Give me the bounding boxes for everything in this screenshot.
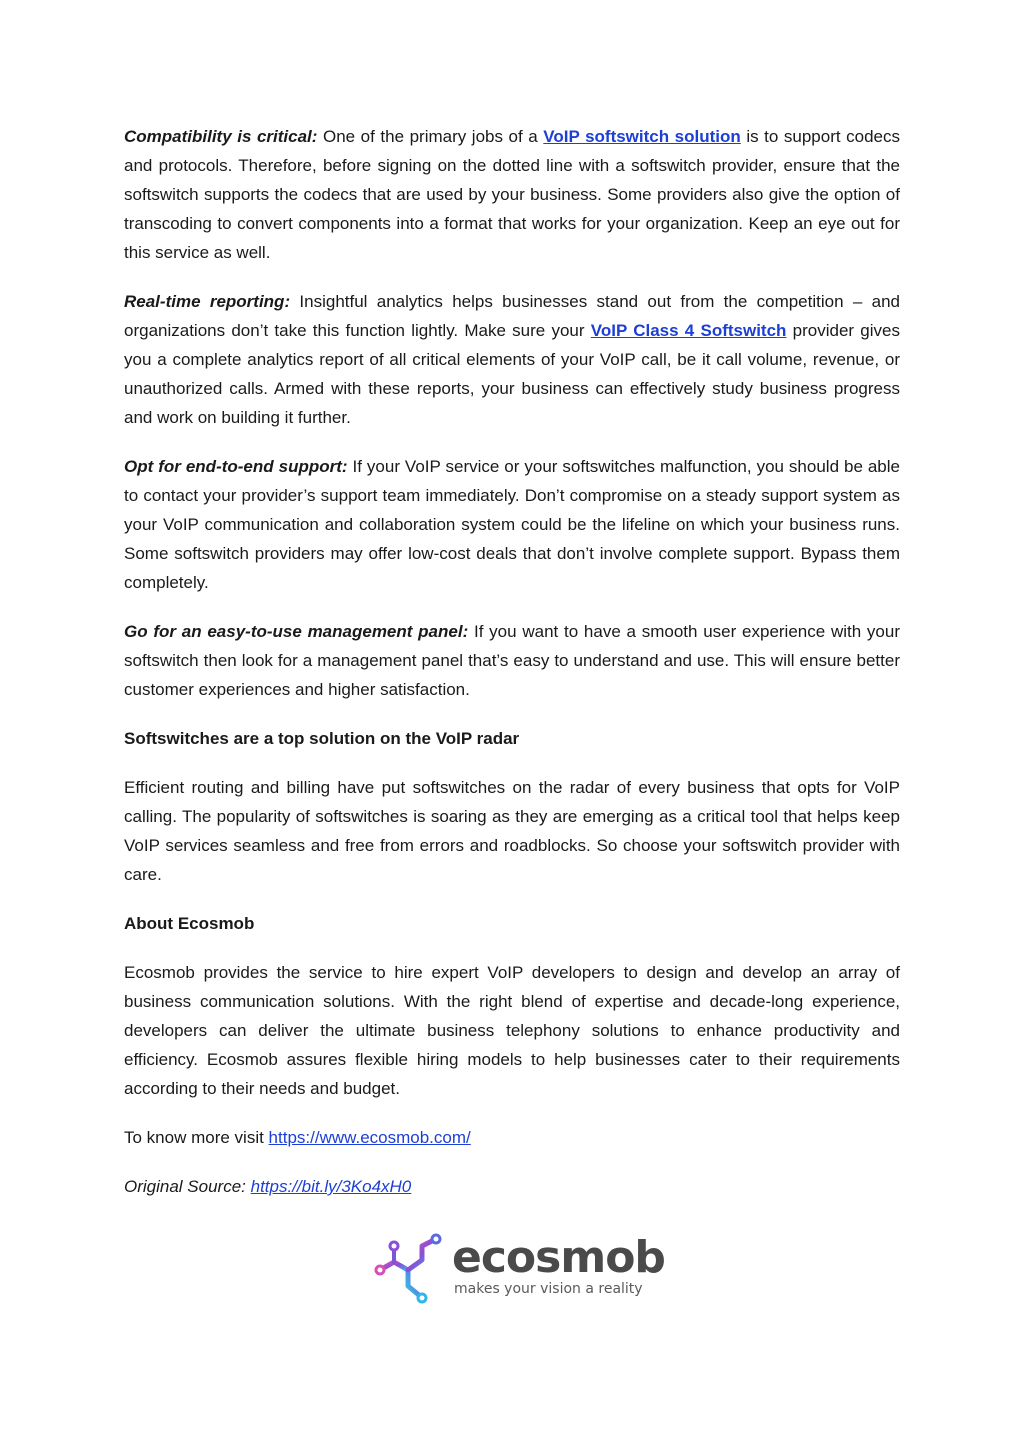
lead-reporting: Real-time reporting: [124, 292, 291, 311]
text-panel: If you want to have a smooth user experience with your softswitch then look for a management panel that’s easy to understand and use. This will ensure better customer experiences and higher satisfaction. [124, 622, 900, 699]
link-voip-softswitch-solution[interactable]: VoIP softswitch solution [543, 127, 741, 146]
heading-voip-radar: Softswitches are a top solution on the VoIP radar [124, 729, 520, 748]
visit-text: To know more visit [124, 1128, 269, 1147]
text-compatibility-2: is to support codecs and protocols. Therefore, before signing on the dotted line with a softswitch provider, ensure that the softswitch supports the codecs that are used by your business. Some providers also give the option of transcoding to convert components into a format that works for your organization. Keep an eye out for this service as well. [124, 127, 901, 262]
paragraph-radar: Efficient routing and billing have put softswitches on the radar of every business that opts for VoIP calling. The popularity of softswitches is soaring as they are emerging as a critical tool that helps keep VoIP services seamless and free from errors and roadblocks. So choose your softswitch provider with care. [124, 778, 900, 884]
lead-panel: Go for an easy-to-use management panel: [124, 622, 469, 641]
document-body [124, 122, 900, 1221]
link-ecosmob-website[interactable]: https://www.ecosmob.com/ [268, 1128, 471, 1147]
text-reporting-2: provider gives you a complete analytics report of all critical elements of your VoIP call, be it call volume, revenue, or unauthorized calls. Armed with these reports, your business can effectively study business progress and work on building it further. [124, 321, 900, 427]
paragraph-visit [124, 1123, 900, 1152]
paragraph-source [124, 1172, 900, 1201]
text-reporting-1: Insightful analytics helps businesses stand out from the competition – and organizations don’t take this function lightly. Make sure your [124, 292, 900, 340]
text-support: If your VoIP service or your softswitches malfunction, you should be able to contact your provider’s support team immediately. Don’t compromise on a steady support system as your VoIP communication and collaboration system could be the lifeline on which your business runs. Some softswitch providers may offer low-cost deals that don’t involve complete support. Bypass them completely. [124, 457, 900, 592]
logo-tagline: makes your vision a reality [454, 1281, 643, 1297]
link-original-source[interactable]: https://bit.ly/3Ko4xH0 [250, 1177, 412, 1196]
paragraph-panel [124, 617, 900, 704]
paragraph-about: Ecosmob provides the service to hire expert VoIP developers to design and develop an array of business communication solutions. With the right blend of expertise and decade-long experience, developers can deliver the ultimate business telephony solutions to enhance productivity and efficiency. Ecosmob assures flexible hiring models to help businesses cater to their requirements according to their needs and budget. [124, 963, 900, 1098]
ecosmob-logo [374, 1232, 664, 1310]
heading-about-ecosmob: About Ecosmob [124, 914, 255, 933]
paragraph-compatibility [124, 122, 900, 267]
paragraph-support [124, 452, 900, 597]
text-compatibility-1: One of the primary jobs of a [317, 127, 544, 146]
source-text: Original Source: [124, 1177, 251, 1196]
logo-wordmark: ecosmob [452, 1232, 665, 1283]
ecosmob-logo-icon [374, 1232, 446, 1306]
lead-compatibility: Compatibility is critical: [124, 127, 318, 146]
link-voip-class-4-softswitch[interactable]: VoIP Class 4 Softswitch [590, 321, 787, 340]
paragraph-reporting [124, 287, 900, 432]
lead-support: Opt for end-to-end support: [124, 457, 348, 476]
